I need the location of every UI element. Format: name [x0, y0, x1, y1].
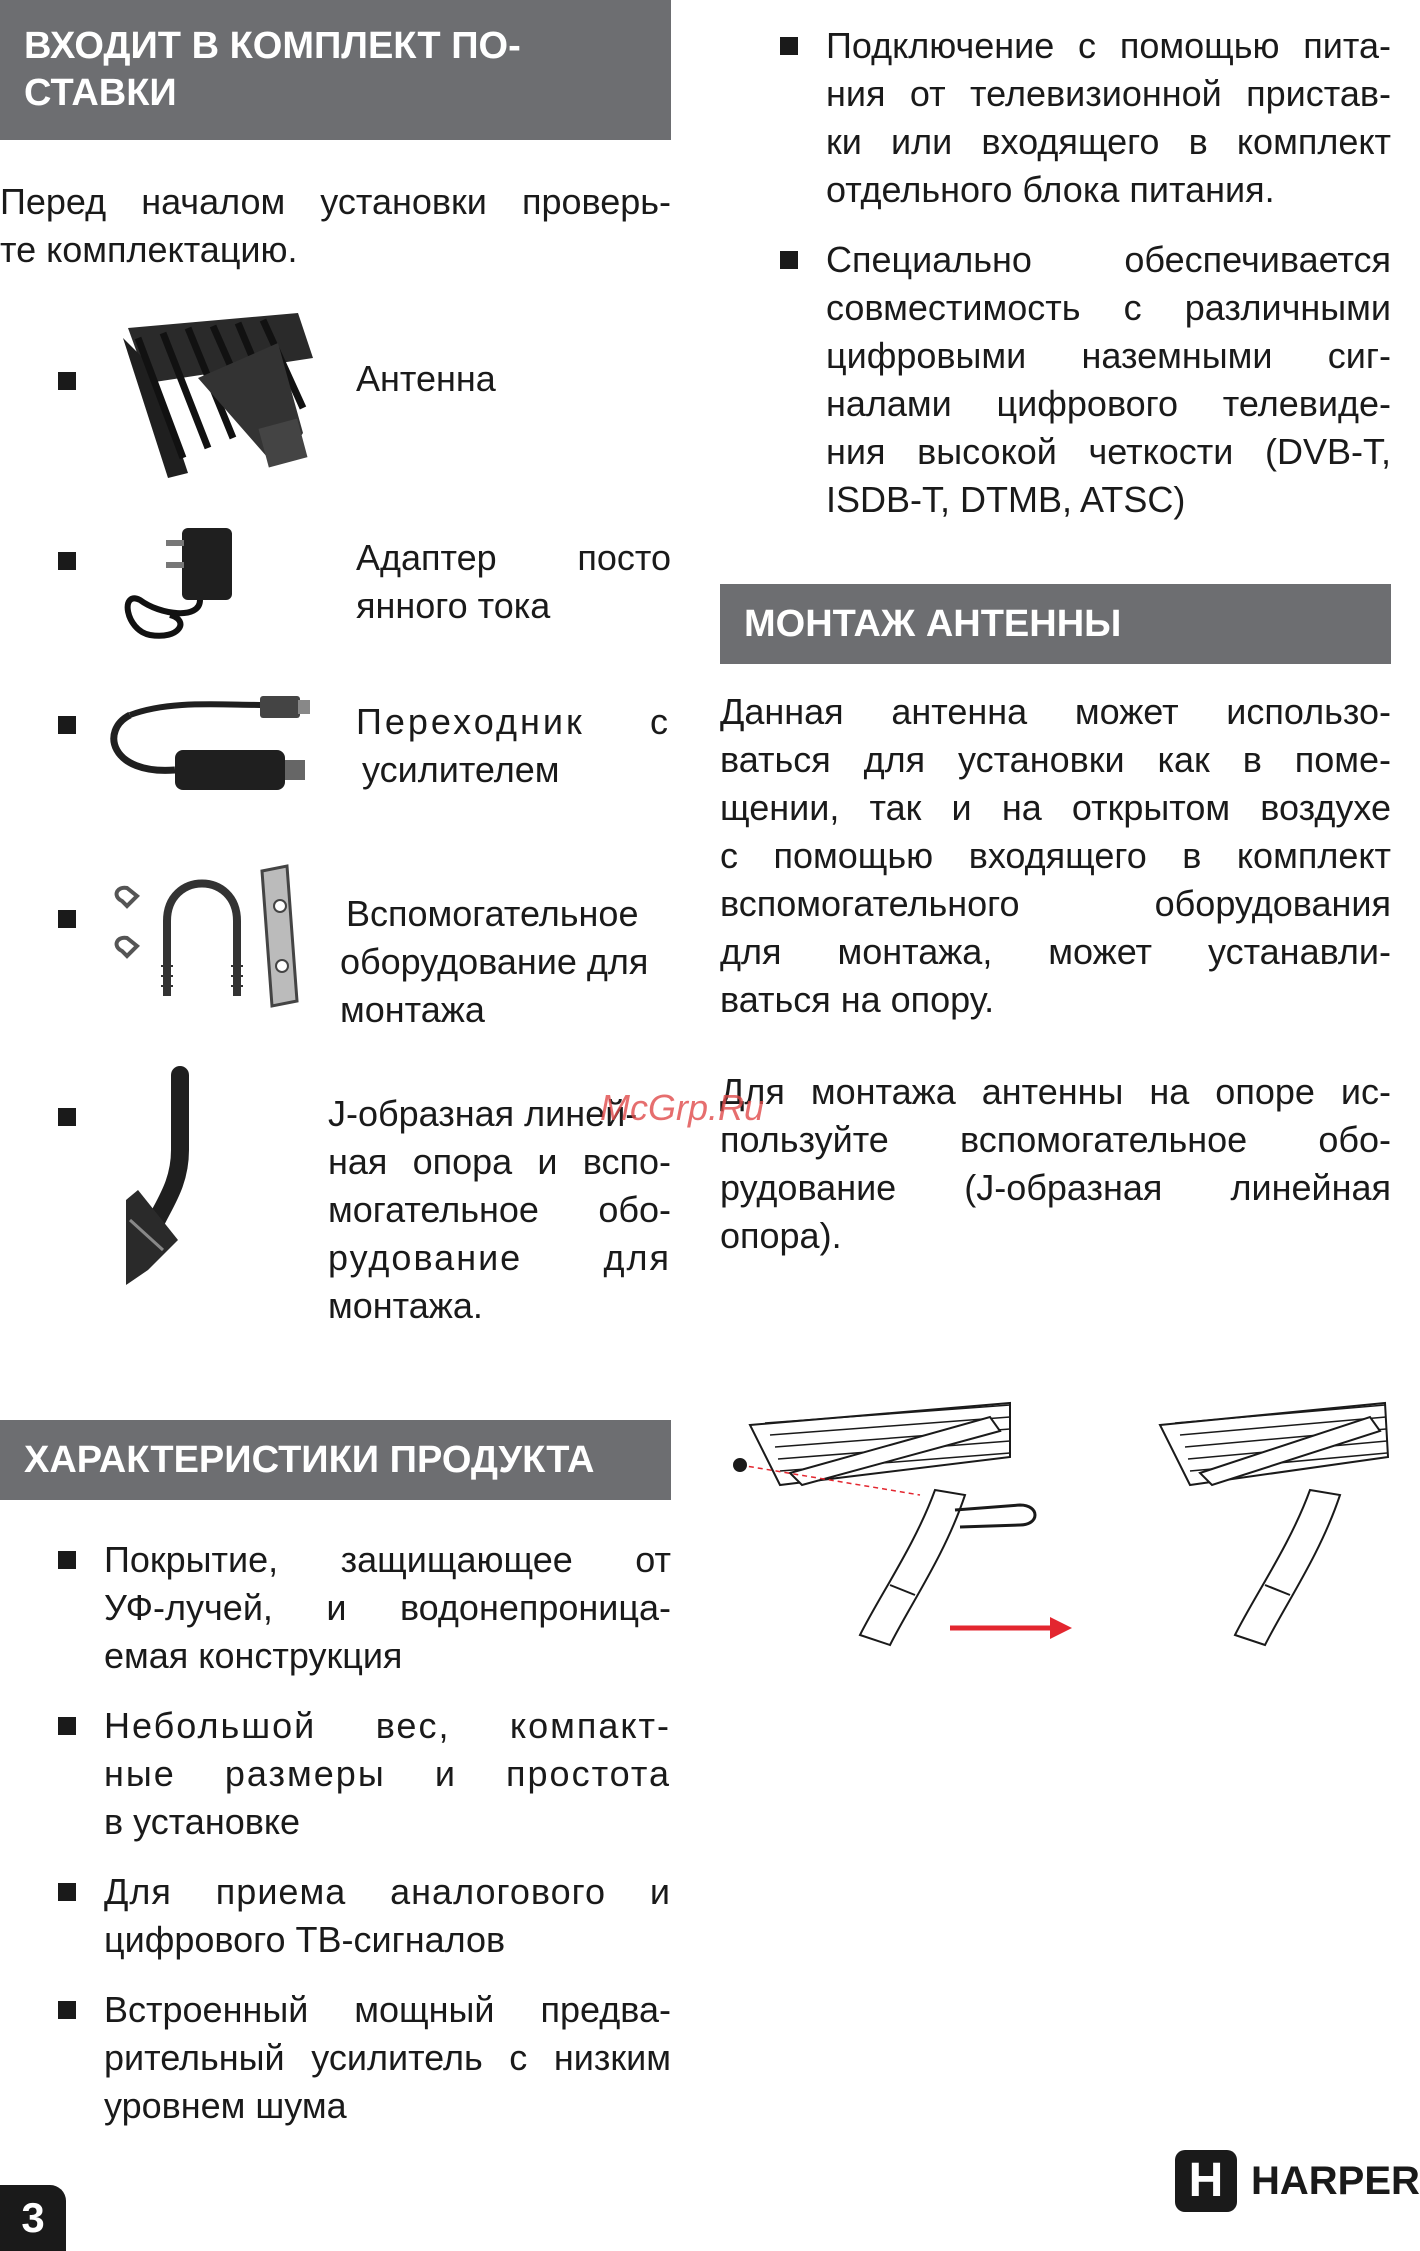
kit-bullet-2 [58, 552, 76, 570]
kit-item-5-line2: ная опора и вспо- [328, 1141, 671, 1182]
kit-item-4-line3: монтажа [340, 989, 485, 1030]
antenna-before-mount-icon [734, 1403, 1035, 1645]
kit-item-4-line1: Вспомогательное [346, 893, 639, 934]
kit-item-5-line5: монтажа. [328, 1285, 483, 1326]
kit-item-2-label [356, 534, 671, 630]
j-pole-icon [118, 1070, 218, 1285]
harper-h-icon: H [1175, 2150, 1237, 2212]
kit-title-line2: СТАВКИ [24, 72, 177, 114]
kit-item-5-line3: могательное обо- [328, 1189, 671, 1230]
watermark: McGrp.Ru [600, 1087, 765, 1128]
kit-bullet-5 [58, 1108, 76, 1126]
feature-6-line5: ния высокой четкости (DVB-T, [826, 431, 1391, 472]
feature-6-line6: ISDB-T, DTMB, ATSC) [826, 479, 1186, 520]
feature-3-line1: Для приема аналогового и [104, 1871, 671, 1912]
kit-intro-line2: те комплектацию. [0, 229, 298, 270]
kit-item-5-line1: J-образная линей- [328, 1093, 638, 1134]
feature-2-line3: в установке [104, 1801, 301, 1842]
mounting-hardware-icon [112, 866, 302, 1006]
feature-item-5 [780, 22, 1391, 214]
feature-item-4 [58, 1986, 671, 2130]
mounting-p1-line6: для монтажа, может устанавли- [720, 931, 1391, 972]
mounting-p1-line5: вспомогательного оборудования [720, 883, 1391, 924]
features-section-header [0, 1420, 671, 1500]
feature-4-line2: рительный усилитель с низким [104, 2037, 671, 2078]
brand-name: HARPER [1251, 2159, 1420, 2203]
kit-bullet-4 [58, 910, 76, 928]
kit-item-5-line4: рудование для [328, 1237, 671, 1278]
kit-item-4-label [340, 890, 671, 1034]
kit-intro [0, 178, 671, 274]
mounting-p2-line4: опора). [720, 1215, 842, 1256]
kit-bullet-1 [58, 372, 76, 390]
page-number: 3 [0, 2185, 66, 2251]
amplifier-adapter-icon [100, 690, 315, 800]
feature-1-line3: емая конструкция [104, 1635, 403, 1676]
features-list-left [58, 1536, 671, 2152]
kit-section-header [0, 0, 671, 140]
feature-bullet [58, 1551, 76, 1569]
mounting-paragraph-1 [720, 688, 1391, 1024]
red-arrow-icon [950, 1617, 1072, 1639]
features-title: ХАРАКТЕРИСТИКИ ПРОДУКТА [24, 1439, 595, 1481]
kit-item-3-line2: усилителем [362, 749, 560, 790]
feature-bullet [780, 37, 798, 55]
mounting-title: МОНТАЖ АНТЕННЫ [744, 603, 1122, 645]
mounting-p1-line2: ваться для установки как в поме- [720, 739, 1391, 780]
mounting-paragraph-2 [720, 1068, 1391, 1260]
feature-6-line2: совместимость с различными [826, 287, 1391, 328]
mounting-p1-line7: ваться на опору. [720, 979, 995, 1020]
mounting-p1-line4: с помощью входящего в комплект [720, 835, 1391, 876]
feature-6-line1: Специально обеспечивается [826, 239, 1391, 280]
feature-bullet [58, 1717, 76, 1735]
antenna-icon [108, 308, 318, 478]
feature-1-line2: УФ-лучей, и водонепроница- [104, 1587, 671, 1628]
mounting-p2-line3: рудование (J-образная линейная [720, 1167, 1391, 1208]
kit-intro-line1: Перед началом установки проверь- [0, 181, 671, 222]
feature-5-line3: ки или входящего в комплект [826, 121, 1391, 162]
mounting-p2-line2: пользуйте вспомогательное обо- [720, 1119, 1391, 1160]
features-list-right [780, 22, 1391, 546]
feature-5-line2: ния от телевизионной пристав- [826, 73, 1391, 114]
feature-item-2 [58, 1702, 671, 1846]
kit-item-1-label: Антенна [356, 358, 496, 399]
kit-item-2-line2: янного тока [356, 585, 551, 626]
feature-item-3 [58, 1868, 671, 1964]
feature-bullet [58, 2001, 76, 2019]
feature-5-line1: Подключение с помощью пита- [826, 25, 1391, 66]
feature-item-6 [780, 236, 1391, 524]
feature-5-line4: отдельного блока питания. [826, 169, 1275, 210]
mounting-p1-line1: Данная антенна может использо- [720, 691, 1391, 732]
feature-4-line1: Встроенный мощный предва- [104, 1989, 671, 2030]
feature-bullet [58, 1883, 76, 1901]
kit-item-4-line2: оборудование для [340, 941, 649, 982]
power-adapter-icon [120, 520, 240, 650]
feature-2-line2: ные размеры и простота [104, 1753, 671, 1794]
mounting-p2-line1: Для монтажа антенны на опоре ис- [720, 1071, 1391, 1112]
mounting-illustration [720, 1395, 1391, 1675]
mounting-p1-line3: щении, так и на открытом воздухе [720, 787, 1391, 828]
feature-bullet [780, 251, 798, 269]
feature-1-line1: Покрытие, защищающее от [104, 1539, 671, 1580]
kit-item-3-line1: Переходник с [356, 701, 671, 742]
kit-item-2-line1: Адаптер посто [356, 537, 671, 578]
kit-title-line1: ВХОДИТ В КОМПЛЕКТ ПО- [24, 25, 521, 67]
feature-3-line2: цифрового ТВ-сигналов [104, 1919, 506, 1960]
kit-bullet-3 [58, 716, 76, 734]
kit-item-3-label [356, 698, 671, 794]
feature-4-line3: уровнем шума [104, 2085, 347, 2126]
feature-6-line3: цифровыми наземными сиг- [826, 335, 1391, 376]
feature-6-line4: налами цифрового телевиде- [826, 383, 1391, 424]
mounting-section-header [720, 584, 1391, 664]
feature-2-line1: Небольшой вес, компакт- [104, 1705, 671, 1746]
antenna-mounted-icon [1160, 1403, 1388, 1645]
feature-item-1 [58, 1536, 671, 1680]
